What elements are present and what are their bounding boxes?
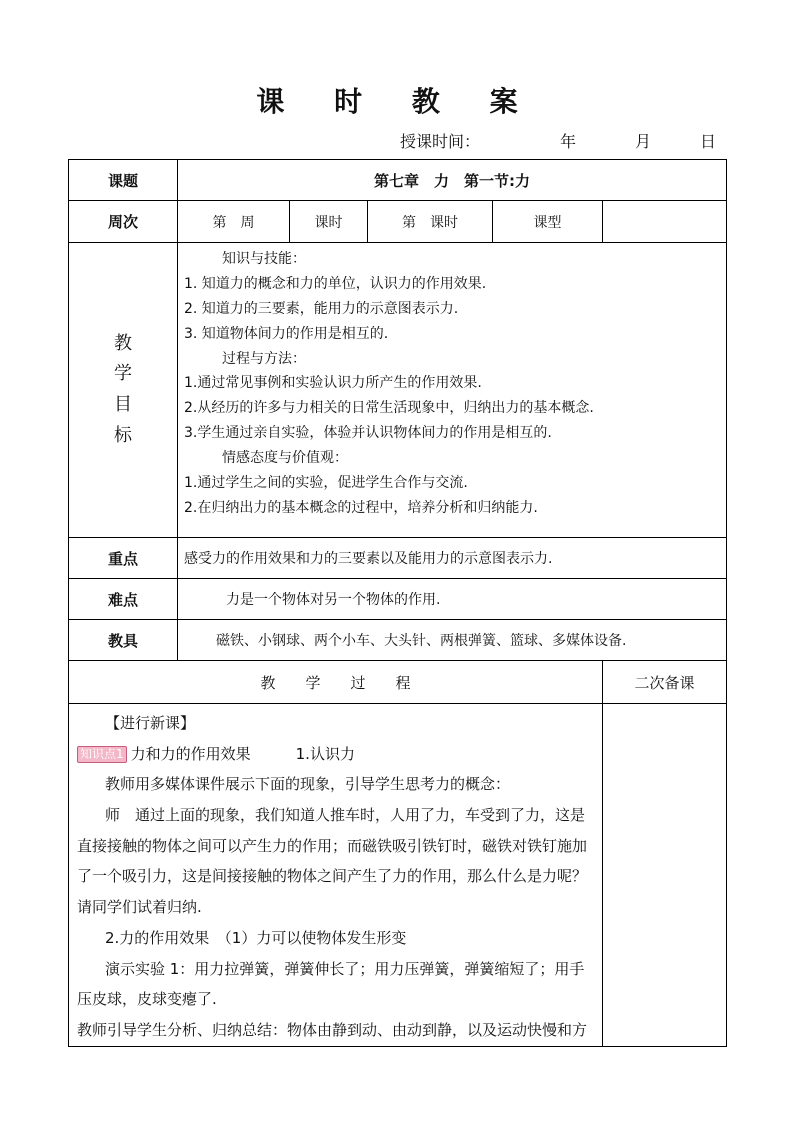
objective-item: 2.从经历的许多与力相关的日常生活现象中，归纳出力的基本概念. [184,400,594,417]
lesson-type-value [603,201,727,243]
second-prep-header: 二次备课 [603,661,727,704]
objective-heading: 知识与技能： [222,251,306,267]
difficulty-row [69,579,727,620]
objectives-label-char: 标 [114,424,132,446]
process-line: 直接接触的物体之间可以产生力的作用；而磁铁吸引铁钉时，磁铁对铁钉施加 [77,836,588,855]
process-header-row [69,661,727,704]
period-label: 课时 [290,201,368,243]
knowledge-point-line [77,739,594,770]
month-label: 月 [635,132,652,151]
lesson-date-line [400,129,730,151]
period-value: 第 课时 [368,201,493,243]
process-line: 师 通过上面的现象，我们知道人推车时，人用了力，车受到了力，这是 [105,806,586,825]
objective-item: 2. 知道力的三要素，能用力的示意图表示力. [184,300,459,317]
topic-value: 第七章 力 第一节:力 [178,160,727,201]
key-points-value: 感受力的作用效果和力的三要素以及能用力的示意图表示力. [178,538,727,579]
lesson-type-label: 课型 [493,201,603,243]
week-row [69,201,727,243]
process-line: 演示实验 1：用力拉弹簧，弹簧伸长了；用力压弹簧，弹簧缩短了；用手 [105,959,585,978]
objective-heading: 过程与方法： [222,350,306,367]
key-points-label: 重点 [69,538,178,579]
process-row [69,704,727,1047]
difficulty-label: 难点 [69,579,178,620]
knowledge-point-title: 力和力的作用效果 1.认识力 [130,744,355,763]
process-line: 压皮球，皮球变瘪了. [77,990,217,1009]
process-line: 2.力的作用效果 （1）力可以使物体发生形变 [105,928,407,947]
topic-label: 课题 [69,160,178,201]
equipment-row [69,620,727,661]
objective-item: 3.学生通过亲自实验，体验并认识物体间力的作用是相互的. [184,425,552,442]
process-line: 教师用多媒体课件展示下面的现象，引导学生思考力的概念： [105,775,511,794]
objective-heading: 情感态度与价值观： [222,450,348,467]
knowledge-point-badge: 知识点1 [77,746,127,763]
objectives-label-char: 目 [114,394,132,415]
process-content [69,704,603,1047]
objective-item: 1.通过学生之间的实验，促进学生合作与交流. [184,475,468,492]
process-header: 教 学 过 程 [69,661,603,704]
objectives-label [69,243,178,538]
lesson-date-label: 授课时间： [400,132,481,151]
week-label: 周次 [69,201,178,243]
week-value: 第 周 [178,201,290,243]
objective-item: 3. 知道物体间力的作用是相互的. [184,325,389,342]
objectives-content [178,243,727,538]
year-label: 年 [560,132,577,151]
objective-item: 1.通过常见事例和实验认识力所产生的作用效果. [184,375,482,392]
process-line: 请同学们试着归纳. [77,898,202,917]
process-line: 教师引导学生分析、归纳总结：物体由静到动、由动到静，以及运动快慢和方 [77,1020,588,1039]
objectives-label-text [69,329,177,451]
new-lesson-heading: 【进行新课】 [105,714,196,732]
equipment-label: 教具 [69,620,178,661]
difficulty-value: 力是一个物体对另一个物体的作用. [178,579,727,620]
lesson-plan-table [68,159,727,1047]
objectives-label-char: 学 [114,363,132,385]
objective-item: 2.在归纳出力的基本概念的过程中，培养分析和归纳能力. [184,499,538,516]
equipment-value: 磁铁、小钢球、两个小车、大头针、两根弹簧、篮球、多媒体设备. [178,620,727,661]
process-line: 了一个吸引力，这是间接接触的物体之间产生了力的作用，那么什么是力呢？ [77,867,588,886]
objectives-label-char: 教 [114,332,132,354]
objective-item: 1. 知道力的概念和力的单位，认识力的作用效果. [184,275,487,292]
key-points-row [69,538,727,579]
day-label: 日 [700,132,717,151]
second-prep-cell [603,704,727,1047]
topic-row [69,160,727,201]
objectives-row [69,243,727,538]
page-title: 课 时 教 案 [256,85,538,118]
process-paragraphs [77,769,594,1045]
